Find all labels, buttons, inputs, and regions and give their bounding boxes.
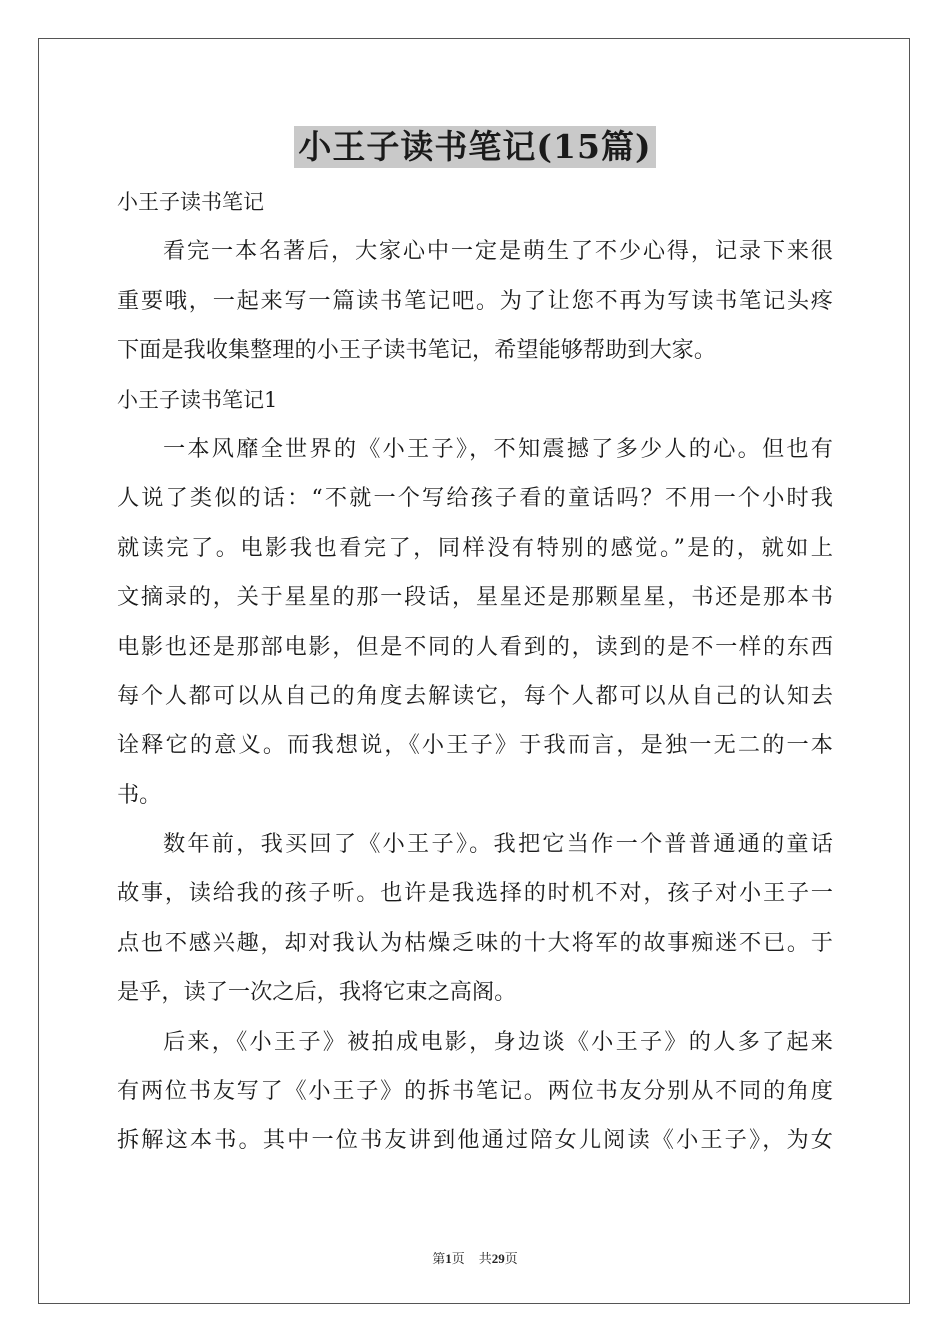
page-label-prefix: 第 (432, 1251, 446, 1266)
paragraph-line: 诠释它的意义。而我想说，《小王子》于我而言，是独一无二的一本 (117, 732, 833, 759)
paragraph-line: 文摘录的，关于星星的那一段话，星星还是那颗星星，书还是那本书 (117, 584, 833, 611)
section-heading: 小王子读书笔记 (117, 190, 264, 214)
paragraph-line: 故事，读给我的孩子听。也许是我选择的时机不对，孩子对小王子一 (117, 880, 833, 907)
document-title: 小王子读书笔记(15篇) (294, 126, 655, 168)
page-footer (0, 1248, 950, 1267)
paragraph-line: 下面是我收集整理的小王子读书笔记，希望能够帮助到大家。 (117, 337, 717, 364)
paragraph-line: 是乎，读了一次之后，我将它束之高阁。 (117, 979, 517, 1006)
title-container (0, 126, 950, 168)
total-pages: 29 (491, 1251, 505, 1266)
paragraph-line: 重要哦，一起来写一篇读书笔记吧。为了让您不再为写读书笔记头疼 (117, 287, 833, 314)
total-label-prefix: 共 (478, 1251, 492, 1266)
paragraph-line: 数年前，我买回了《小王子》。我把它当作一个普普通通的童话 (163, 831, 833, 858)
paragraph-line: 就读完了。电影我也看完了，同样没有特别的感觉。”是的，就如上 (117, 534, 833, 561)
paragraph-line: 书。 (117, 781, 162, 808)
paragraph-line: 有两位书友写了《小王子》的拆书笔记。两位书友分别从不同的角度 (117, 1078, 833, 1105)
paragraph-line: 电影也还是那部电影，但是不同的人看到的，读到的是不一样的东西 (117, 633, 833, 660)
paragraph-line: 一本风靡全世界的《小王子》，不知震撼了多少人的心。但也有 (163, 435, 833, 462)
document-body (117, 178, 833, 1166)
paragraph-line: 拆解这本书。其中一位书友讲到他通过陪女儿阅读《小王子》，为女 (117, 1127, 833, 1154)
page-label-suffix: 页 (451, 1251, 465, 1266)
page-number: 1 (445, 1251, 452, 1266)
section-heading: 小王子读书笔记1 (117, 387, 278, 412)
paragraph-line: 人说了类似的话：“不就一个写给孩子看的童话吗？不用一个小时我 (117, 485, 833, 512)
total-label-suffix: 页 (504, 1251, 518, 1266)
paragraph-line: 后来，《小王子》被拍成电影，身边谈《小王子》的人多了起来 (163, 1028, 833, 1055)
paragraph-line: 每个人都可以从自己的角度去解读它，每个人都可以从自己的认知去 (117, 682, 833, 709)
paragraph-line: 点也不感兴趣，却对我认为枯燥乏味的十大将军的故事痴迷不已。于 (117, 929, 833, 956)
paragraph-line: 看完一本名著后，大家心中一定是萌生了不少心得，记录下来很 (163, 238, 833, 265)
